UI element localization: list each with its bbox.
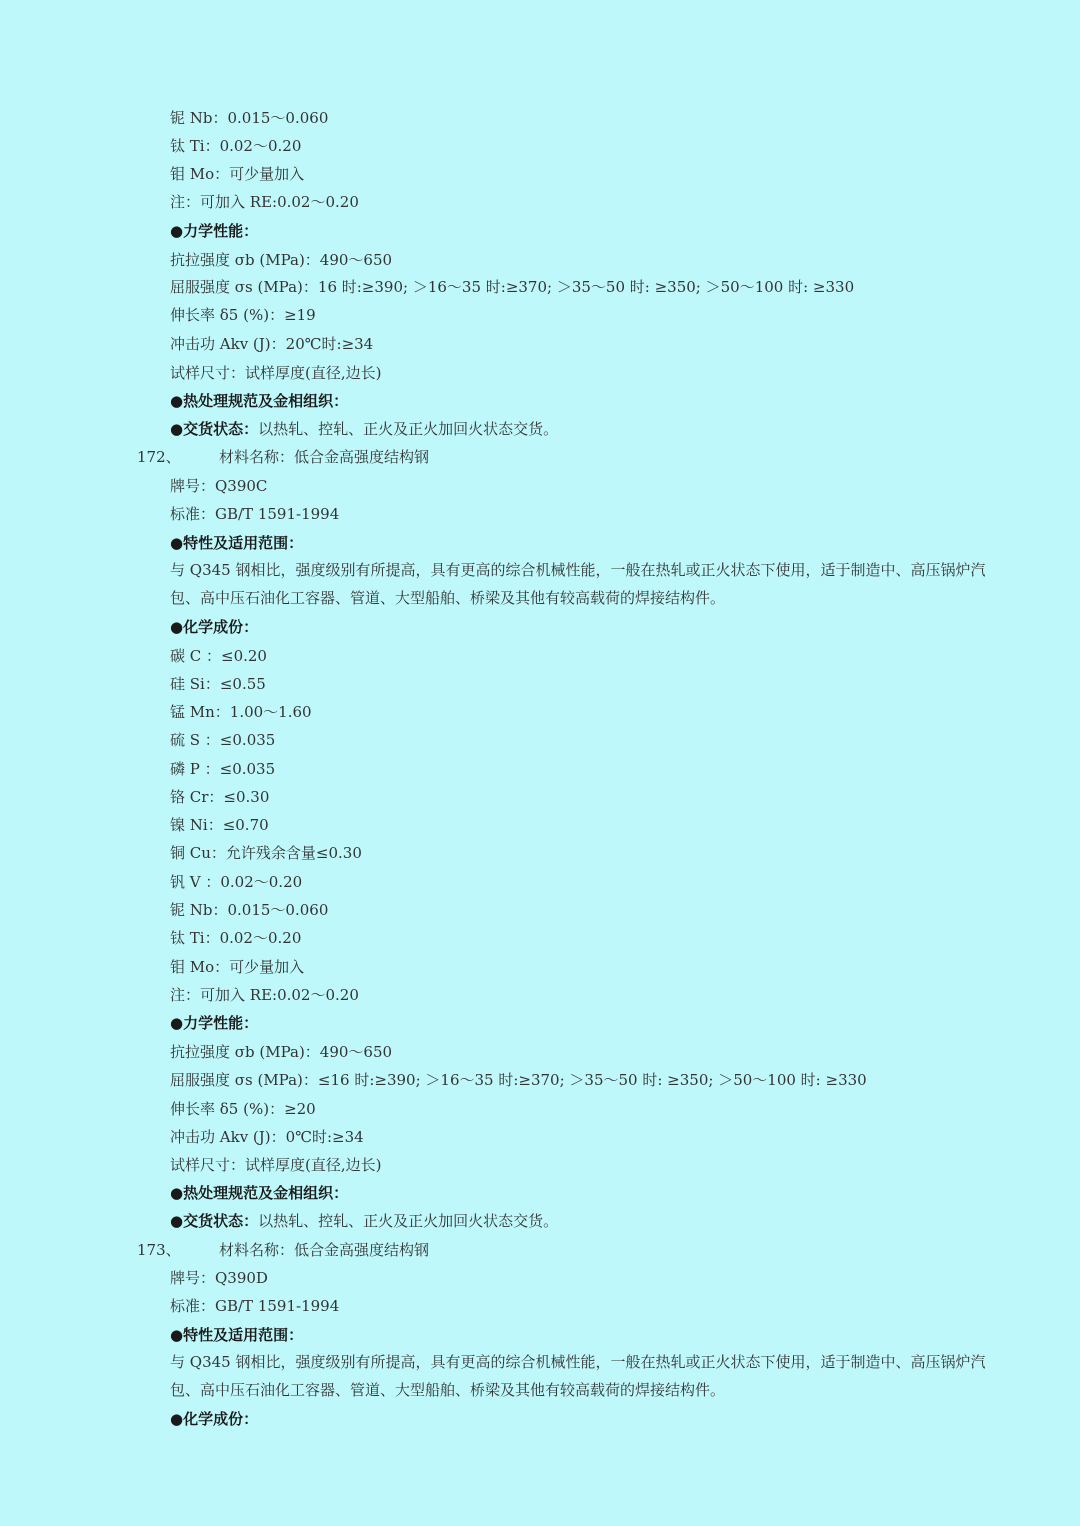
impact-line: 冲击功 Akv (J)：0℃时:≥34 <box>170 1128 364 1146</box>
note-line: 注：可加入 RE:0.02～0.20 <box>170 986 359 1004</box>
sulfur-line: 硫 S ：≤0.035 <box>170 731 276 749</box>
titanium-line: 钛 Ti：0.02～0.20 <box>170 137 302 155</box>
sample-line: 试样尺寸：试样厚度(直径,边长) <box>170 1156 382 1174</box>
copper-line: 铜 Cu：允许残余含量≤0.30 <box>170 844 362 862</box>
vanadium-line: 钒 V ：0.02～0.20 <box>170 873 303 891</box>
features-text: 与 Q345 钢相比，强度级别有所提高，具有更高的综合机械性能，一般在热轧或正火状态下使用，适于制造中、高压锅炉汽包、高中压石油化工容器、管道、大型船舶、桥梁及其他有较高载荷的焊接结构件。 <box>170 561 986 607</box>
impact-line: 冲击功 Akv (J)：20℃时:≥34 <box>170 335 374 353</box>
entry-number: 172、 <box>137 448 181 466</box>
niobium-line: 铌 Nb：0.015～0.060 <box>170 109 329 127</box>
titanium-line: 钛 Ti：0.02～0.20 <box>170 929 302 947</box>
features-text: 与 Q345 钢相比，强度级别有所提高，具有更高的综合机械性能，一般在热轧或正火状态下使用，适于制造中、高压锅炉汽包、高中压石油化工容器、管道、大型船舶、桥梁及其他有较高载荷的焊接结构件。 <box>170 1353 986 1399</box>
entry-number: 173、 <box>137 1241 181 1259</box>
delivery-heading: ●交货状态： <box>170 420 259 438</box>
delivery-heading: ●交货状态： <box>170 1212 259 1230</box>
sample-line: 试样尺寸：试样厚度(直径,边长) <box>170 364 382 382</box>
chemical-heading: ●化学成份： <box>170 1410 259 1428</box>
molybdenum-line: 钼 Mo：可少量加入 <box>170 958 305 976</box>
delivery-line <box>170 1211 1010 1231</box>
delivery-text: 以热轧、控轧、正火及正火加回火状态交货。 <box>258 1212 559 1230</box>
yield-line: 屈服强度 σs (MPa)：16 时:≥390; ＞16～35 时:≥370; ＞35～50 时: ≥350; ＞50～100 时: ≥330 <box>170 278 855 296</box>
mechanical-heading: ●力学性能： <box>170 222 259 240</box>
standard-line: 标准：GB/T 1591-1994 <box>170 1297 340 1315</box>
mechanical-heading: ●力学性能： <box>170 1014 259 1032</box>
niobium-line: 铌 Nb：0.015～0.060 <box>170 901 329 919</box>
yield-line: 屈服强度 σs (MPa)：≤16 时:≥390; ＞16～35 时:≥370; ＞35～50 时: ≥350; ＞50～100 时: ≥330 <box>170 1071 867 1089</box>
manganese-line: 锰 Mn：1.00～1.60 <box>170 703 312 721</box>
silicon-line: 硅 Si：≤0.55 <box>170 675 266 693</box>
tensile-line: 抗拉强度 σb (MPa)：490～650 <box>170 1043 393 1061</box>
material-name: 材料名称：低合金高强度结构钢 <box>219 1241 430 1259</box>
note-line: 注：可加入 RE:0.02～0.20 <box>170 193 359 211</box>
chemical-heading: ●化学成份： <box>170 618 259 636</box>
elongation-line: 伸长率 δ5 (%)：≥19 <box>170 306 316 324</box>
molybdenum-line: 钼 Mo：可少量加入 <box>170 165 305 183</box>
features-heading: ●特性及适用范围： <box>170 534 304 552</box>
material-name: 材料名称：低合金高强度结构钢 <box>219 448 430 466</box>
heat-treatment-heading: ●热处理规范及金相组织： <box>170 1184 349 1202</box>
heat-treatment-heading: ●热处理规范及金相组织： <box>170 392 349 410</box>
entry-173-title <box>137 1240 1010 1260</box>
delivery-text: 以热轧、控轧、正火及正火加回火状态交货。 <box>258 420 559 438</box>
delivery-line <box>170 419 1010 439</box>
tensile-line: 抗拉强度 σb (MPa)：490～650 <box>170 251 393 269</box>
chromium-line: 铬 Cr：≤0.30 <box>170 788 270 806</box>
elongation-line: 伸长率 δ5 (%)：≥20 <box>170 1100 316 1118</box>
carbon-line: 碳 C ：≤0.20 <box>170 647 267 665</box>
nickel-line: 镍 Ni：≤0.70 <box>170 816 269 834</box>
phosphorus-line: 磷 P ：≤0.035 <box>170 760 276 778</box>
grade-line: 牌号：Q390D <box>170 1269 268 1287</box>
standard-line: 标准：GB/T 1591-1994 <box>170 505 340 523</box>
grade-line: 牌号：Q390C <box>170 477 268 495</box>
entry-172-title <box>137 447 1010 467</box>
features-heading: ●特性及适用范围： <box>170 1326 304 1344</box>
